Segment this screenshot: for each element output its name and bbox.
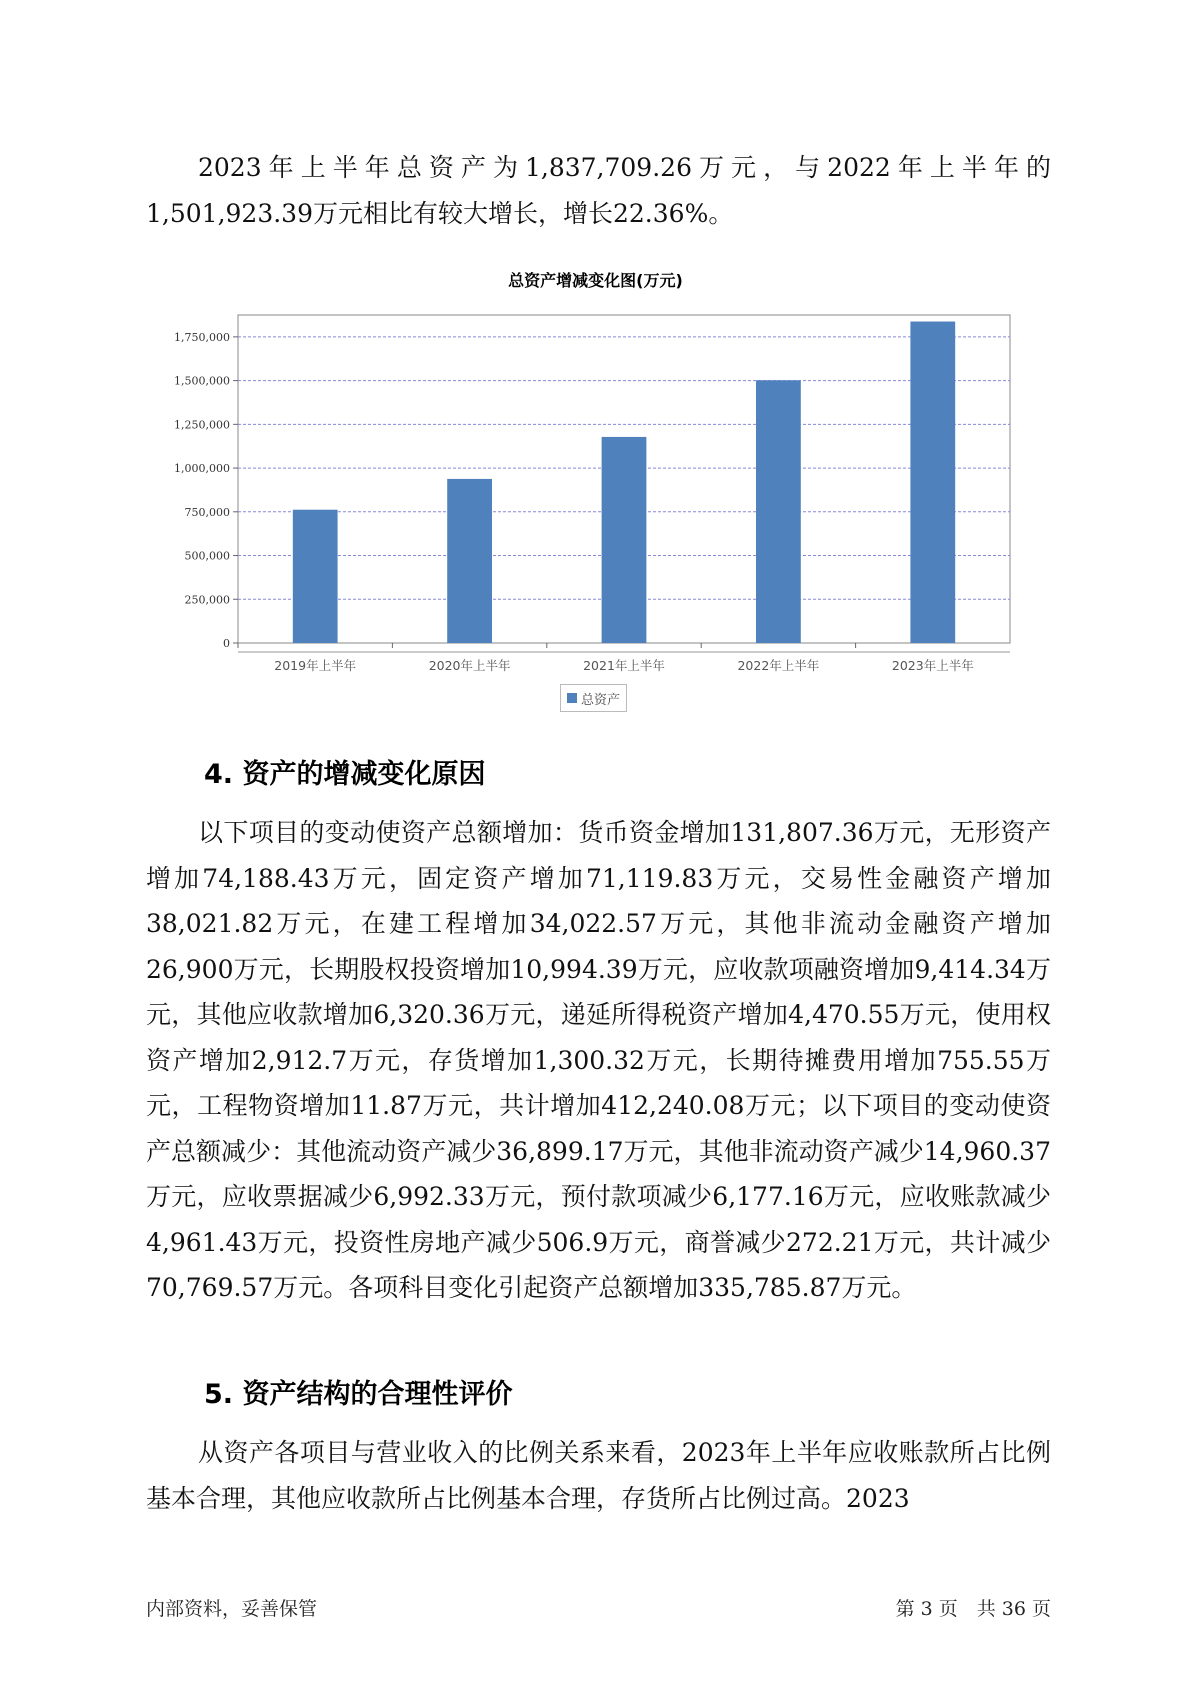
y-tick-label: 1,500,000 <box>174 374 230 388</box>
footer-page-number: 第 3 页 共 36 页 <box>895 1598 1051 1620</box>
bar <box>293 510 338 643</box>
bar <box>602 437 647 643</box>
y-tick-label: 750,000 <box>184 505 230 519</box>
legend-label: 总资产 <box>581 692 621 708</box>
y-tick-label: 1,250,000 <box>174 418 230 432</box>
legend-swatch <box>567 693 577 703</box>
chart-legend <box>560 684 627 712</box>
intro-paragraph: 2023年上半年总资产为1,837,709.26万元，与2022年上半年的1,501,923.39万元相比有较大增长，增长22.36%。 <box>146 153 1051 228</box>
chart-title: 总资产增减变化图(万元) <box>508 271 683 290</box>
x-tick-label: 2019年上半年 <box>274 658 357 673</box>
y-tick-label: 1,750,000 <box>174 330 230 344</box>
section-5-heading: 5. 资产结构的合理性评价 <box>204 1379 513 1410</box>
x-tick-label: 2023年上半年 <box>891 658 974 673</box>
y-tick-label: 0 <box>223 637 230 650</box>
y-tick-label: 500,000 <box>184 549 230 563</box>
bar <box>447 479 492 643</box>
y-tick-label: 1,000,000 <box>174 462 230 476</box>
y-tick-label: 250,000 <box>184 593 230 607</box>
total-assets-bar-chart <box>150 300 1020 685</box>
x-tick-label: 2022年上半年 <box>737 658 820 673</box>
section-4-paragraph: 以下项目的变动使资产总额增加：货币资金增加131,807.36万元，无形资产增加74,188.43万元，固定资产增加71,119.83万元，交易性金融资产增加38,021.82万元，在建工程增加34,022.57万元，其他非流动金融资产增加26,900万元，长期股权投资增加10,994.39万元，应收款项融资增加9,414.34万元，其他应收款增加6,320.36万元，递延所得税资产增加4,470.55万元，使用权资产增加2,912.7万元，存货增加1,300.32万元，长期待摊费用增加755.55万元，工程物资增加11.87万元，共计增加412,240.08万元；以下项目的变动使资产总额减少：其他流动资产减少36,899.17万元，其他非流动资产减少14,960.37万元，应收票据减少6,992.33万元，预付款项减少6,177.16万元，应收账款减少4,961.43万元，投资性房地产减少506.9万元，商誉减少272.21万元，共计减少70,769.57万元。各项科目变化引起资产总额增加335,785.87万元。 <box>146 818 1051 1302</box>
footer-left: 内部资料，妥善保管 <box>146 1598 318 1620</box>
bar <box>910 322 955 643</box>
section-4-heading: 4. 资产的增减变化原因 <box>204 759 486 790</box>
bar <box>756 380 801 643</box>
x-tick-label: 2021年上半年 <box>583 658 665 673</box>
x-tick-label: 2020年上半年 <box>428 658 511 673</box>
section-5-paragraph: 从资产各项目与营业收入的比例关系来看，2023年上半年应收账款所占比例基本合理，其他应收款所占比例基本合理，存货所占比例过高。2023 <box>146 1438 1051 1513</box>
